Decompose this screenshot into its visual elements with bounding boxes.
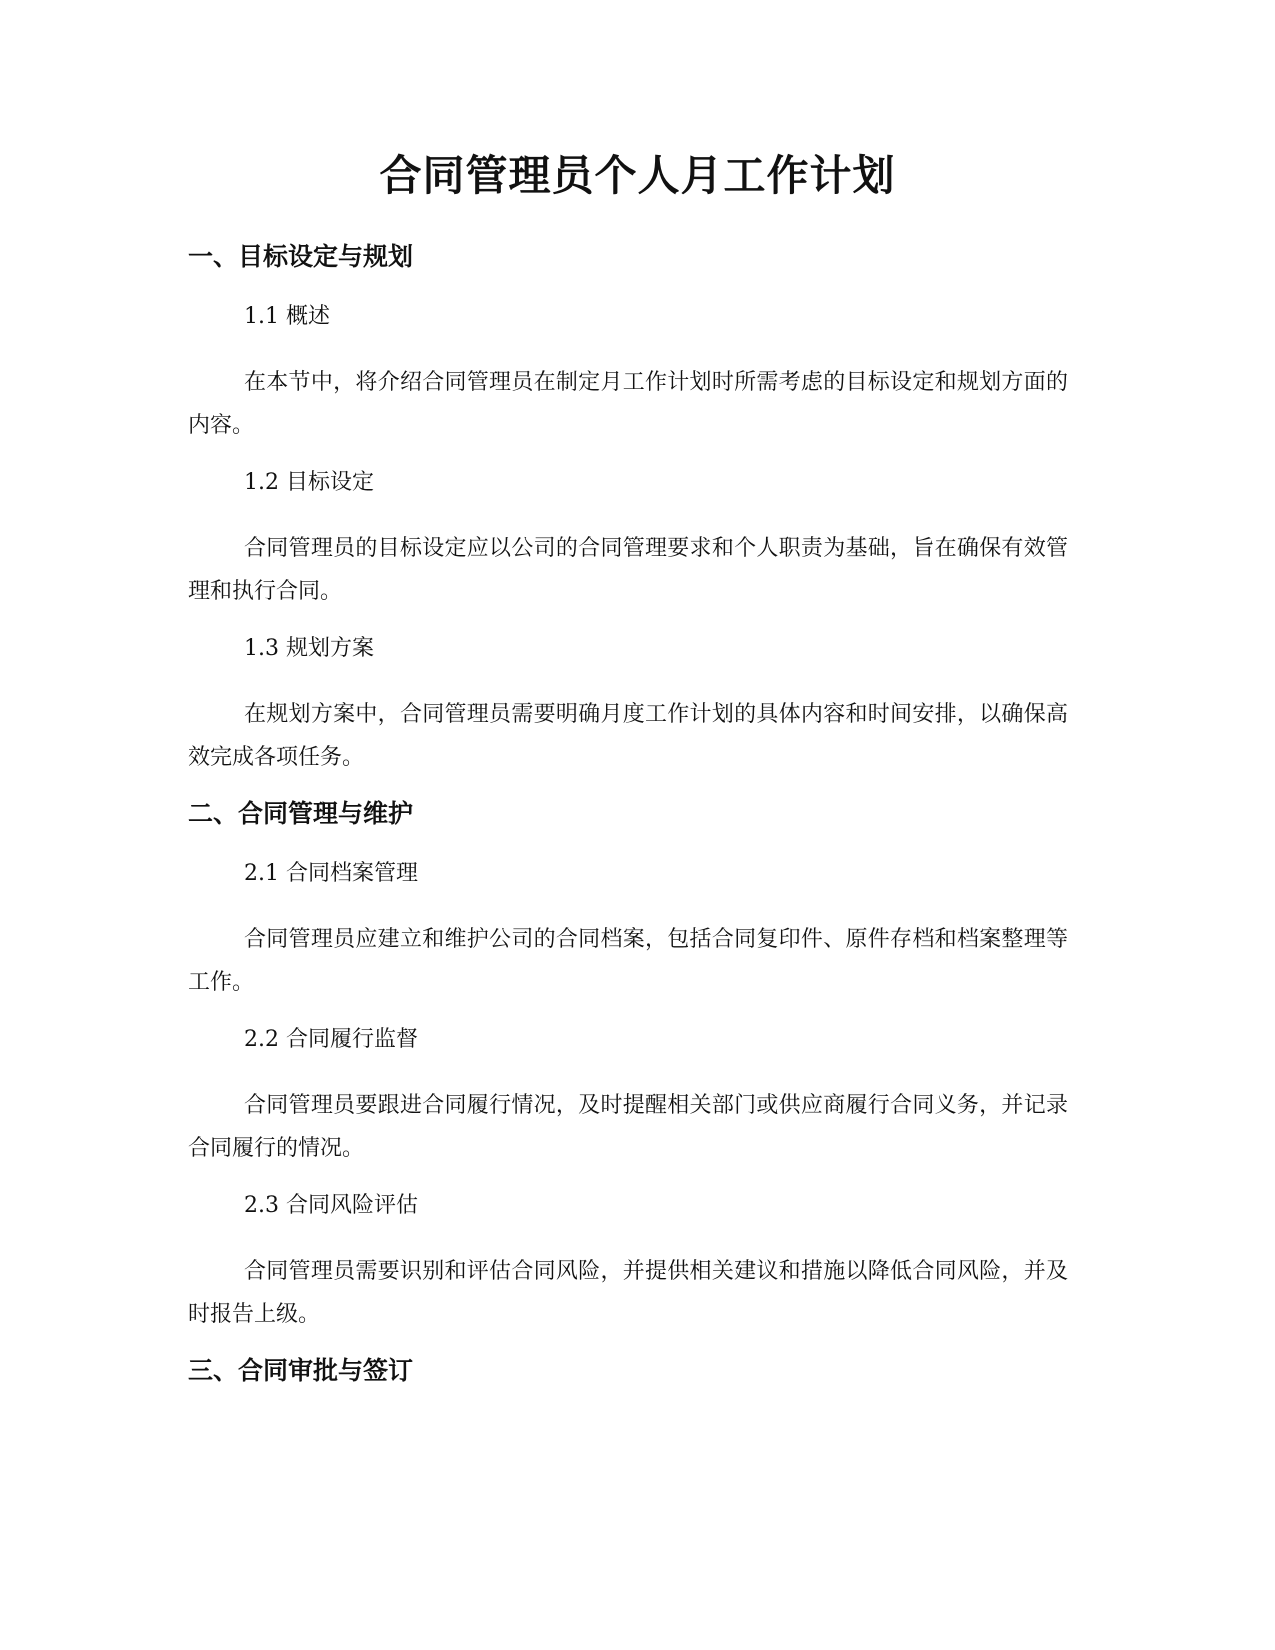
subheading-2-3: 2.3 合同风险评估 — [244, 1193, 418, 1218]
section-heading-2: 二、合同管理与维护 — [188, 799, 414, 828]
paragraph-1-2: 合同管理员的目标设定应以公司的合同管理要求和个人职责为基础，旨在确保有效管理和执行合同。 — [188, 536, 1068, 604]
subheading-1-3: 1.3 规划方案 — [244, 636, 374, 661]
paragraph-2-1: 合同管理员应建立和维护公司的合同档案，包括合同复印件、原件存档和档案整理等工作。 — [188, 927, 1068, 995]
document-title: 合同管理员个人月工作计划 — [379, 151, 896, 200]
subheading-2-2: 2.2 合同履行监督 — [244, 1027, 418, 1052]
paragraph-1-3: 在规划方案中，合同管理员需要明确月度工作计划的具体内容和时间安排，以确保高效完成各项任务。 — [188, 702, 1068, 770]
subheading-2-1: 2.1 合同档案管理 — [244, 861, 418, 886]
subheading-1-2: 1.2 目标设定 — [244, 470, 374, 495]
subheading-1-1: 1.1 概述 — [244, 304, 330, 329]
section-heading-1: 一、目标设定与规划 — [188, 242, 414, 271]
paragraph-1-1: 在本节中，将介绍合同管理员在制定月工作计划时所需考虑的目标设定和规划方面的内容。 — [188, 370, 1068, 438]
section-heading-3: 三、合同审批与签订 — [188, 1356, 414, 1385]
paragraph-2-2: 合同管理员要跟进合同履行情况，及时提醒相关部门或供应商履行合同义务，并记录合同履行的情况。 — [188, 1093, 1068, 1161]
paragraph-2-3: 合同管理员需要识别和评估合同风险，并提供相关建议和措施以降低合同风险，并及时报告上级。 — [188, 1259, 1068, 1327]
